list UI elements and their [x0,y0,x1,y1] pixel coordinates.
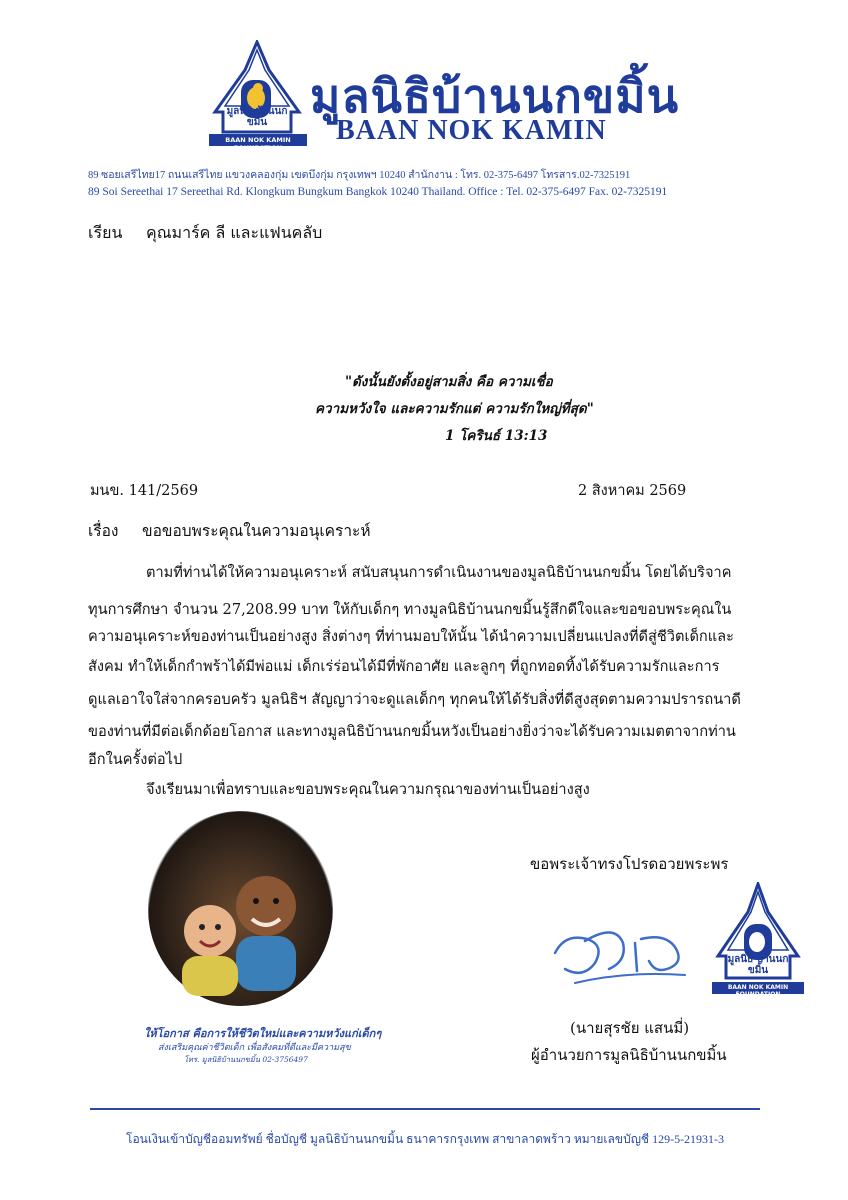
body-line: อีกในครั้งต่อไป [88,751,183,768]
foundation-english-name: BAAN NOK KAMIN [336,115,607,146]
body-line: สังคม ทำให้เด็กกำพร้าได้มีพ่อแม่ เด็กเร่ร่อนได้มีที่พักอาศัย และลูกๆ ที่ถูกทอดทิ้งได้รับความรักและการ [88,658,720,675]
blessing-text: ขอพระเจ้าทรงโปรดอวยพระพร [530,855,729,873]
handwritten-signature [545,913,705,993]
stamp-band-text: BAAN NOK KAMIN FOUNDATION [727,984,789,998]
quote-reference: 1 โครินธ์ 13:13 [445,428,548,444]
foundation-logo [205,40,310,152]
signer-name: (นายสุรชัย แสนมี่) [570,1019,690,1037]
body-line: ของท่านที่มีต่อเด็กด้อยโอกาส และทางมูลนิธิบ้านนกขมิ้นหวังเป็นอย่างยิ่งว่าจะได้รับความเมตตาจากท่าน [88,723,736,740]
quote-line-1: "ดังนั้นยังตั้งอยู่สามสิ่ง คือ ความเชื่อ [345,374,553,390]
footer-divider [90,1108,760,1110]
letter-date: 2 สิงหาคม 2569 [578,483,687,499]
signature [545,913,705,997]
recipient-line [88,221,322,246]
foundation-thai-name: มูลนิธิบ้านนกขมิ้น [310,69,680,123]
subject-line [88,518,371,543]
foundation-stamp-logo [710,882,806,1000]
footer-bank-info: โอนเงินเข้าบัญชีออมทรัพย์ ชื่อบัญชี มูลนิธิบ้านนกขมิ้น ธนาคารกรุงเทพ สาขาลาดพร้าว หมายเลขบัญชี 129-5-21931-3 [126,1132,725,1146]
recipient-label: เรียน [88,223,123,242]
signer-title: ผู้อำนวยการมูลนิธิบ้านนกขมิ้น [531,1046,727,1064]
address-thai: 89 ซอยเสรีไทย17 ถนนเสรีไทย แขวงคลองกุ่ม เขตบึงกุ่ม กรุงเทพฯ 10240 สำนักงาน : โทร. 02-375-6497 โทรสาร.02-7325191 [88,170,631,181]
body-closing-line: จึงเรียนมาเพื่อทราบและขอบพระคุณในความกรุณาของท่านเป็นอย่างสูง [146,781,590,798]
photo-caption-line-2: ส่งเสริมคุณค่าชีวิตเด็ก เพื่อสังคมที่ดีและมีความสุข [158,1043,351,1053]
letter-reference-number: มนข. 141/2569 [90,483,199,499]
address-english: 89 Soi Sereethai 17 Sereethai Rd. Klongkum Bungkum Bangkok 10240 Thailand. Office : Tel. 02-375-6497 Fax. 02-7325191 [88,186,668,198]
photo-caption-line-3: โทร. มูลนิธิบ้านนกขมิ้น 02-3756497 [184,1055,308,1064]
body-line: ดูแลเอาใจใส่จากครอบครัว มูลนิธิฯ สัญญาว่าจะดูแลเด็กๆ ทุกคนให้ได้รับสิ่งที่ดีสูงสุดตามความปรารถนาดี [88,691,741,708]
recipient-name: คุณมาร์ค ลี และแฟนคลับ [146,223,323,242]
body-line: ความอนุเคราะห์ของท่านเป็นอย่างสูง สิ่งต่างๆ ที่ท่านมอบให้นั้น ได้นำความเปลี่ยนแปลงที่ดีสู่ชีวิตเด็กและ [88,628,734,645]
children-photo-illustration [148,811,333,1006]
photo-caption-line-1: ให้โอกาส คือการให้ชีวิตใหม่และความหวังแก่เด็กๆ [144,1027,382,1040]
subject-text: ขอขอบพระคุณในความอนุเคราะห์ [142,522,371,540]
body-line: ทุนการศึกษา จำนวน 27,208.99 บาท ให้กับเด็กๆ ทางมูลนิธิบ้านนกขมิ้นรู้สึกดีใจและขอขอบพระคุณใน [88,601,732,618]
body-line: ตามที่ท่านได้ให้ความอนุเคราะห์ สนับสนุนการดำเนินงานของมูลนิธิบ้านนกขมิ้น โดยได้บริจาค [146,564,732,581]
house-stamp-icon [710,882,806,1000]
children-photo [148,811,333,1006]
subject-label: เรื่อง [88,522,119,540]
quote-line-2: ความหวังใจ และความรักแต่ ความรักใหญ่ที่สุด" [315,401,594,417]
logo-band-text: BAAN NOK KAMIN FOUNDATION [225,136,291,152]
logo-thai-text: มูลนิธิ บ้านนกขมิ้น [226,106,288,128]
stamp-thai-text: มูลนิธิ บ้านนกขมิ้น [727,954,789,976]
